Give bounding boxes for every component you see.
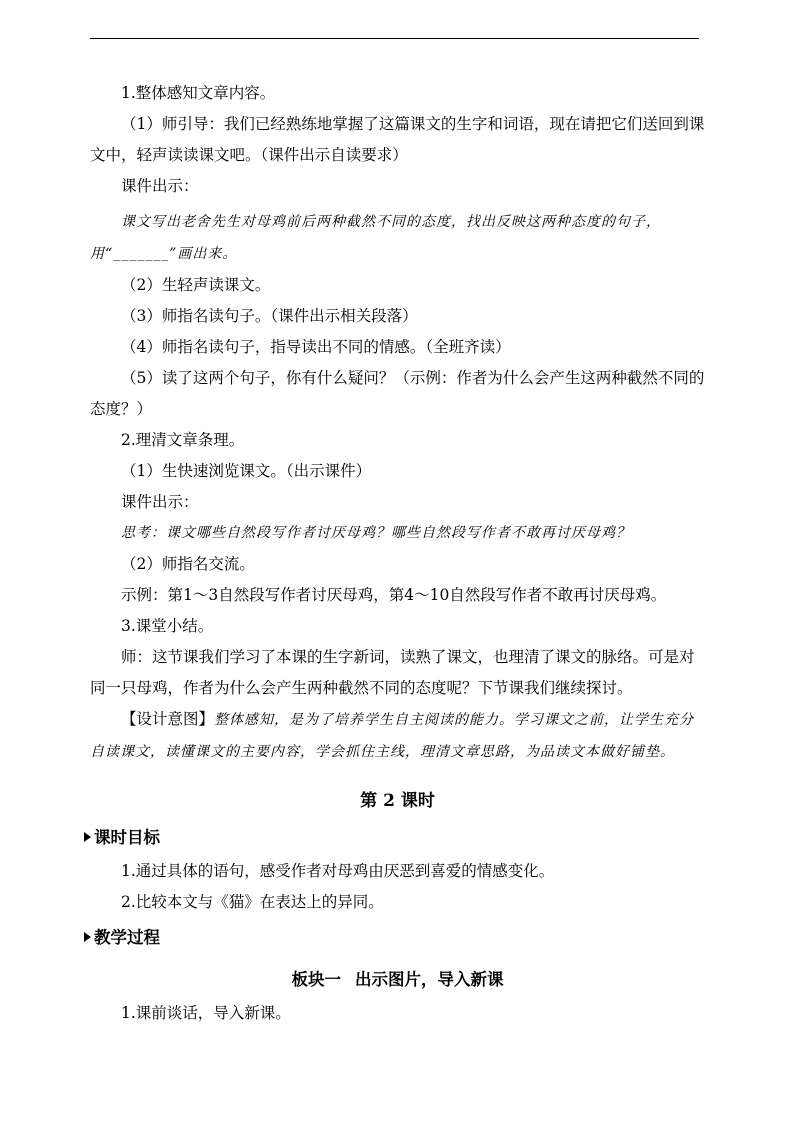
block-title: 板块一 出示图片，导入新课 [291,970,504,989]
goal-item: 2.比较本文与《猫》在表达上的异同。 [121,893,384,911]
lesson-title: 第 2 课时 [360,791,435,811]
courseware-content: 课文写出老舍先生对母鸡前后两种截然不同的态度，找出反映这两种态度的句子，用“_______”画出来。 [90,214,661,262]
step-heading: 1.课前谈话，导入新课。 [121,1004,291,1022]
design-intent-label: 【设计意图】 [121,710,215,728]
document-body [90,78,705,1029]
paragraph: （5）读了这两个句子，你有什么疑问？（示例：作者为什么会产生这两种截然不同的态度？） [90,369,705,418]
triangle-bullet-icon [84,932,91,942]
paragraph: （3）师指名读句子。（课件出示相关段落） [121,307,418,325]
courseware-label: 课件出示： [121,493,199,511]
step-heading: 1.整体感知文章内容。 [121,84,276,102]
design-intent [90,704,705,768]
courseware-label: 课件出示： [121,177,199,195]
step-heading: 2.理清文章条理。 [121,431,245,449]
triangle-bullet-icon [84,832,91,842]
paragraph: 师：这节课我们学习了本课的生字新词，读熟了课文，也理清了课文的脉络。可是对同一只母鸡，作者为什么会产生两种截然不同的态度呢？下节课我们继续探讨。 [90,648,695,697]
process-heading: 教学过程 [84,922,705,954]
paragraph: （1）生快速浏览课文。（出示课件） [121,462,372,480]
goal-item: 1.通过具体的语句，感受作者对母鸡由厌恶到喜爱的情感变化。 [121,862,555,880]
header-rule [90,38,699,39]
courseware-content: 思考：课文哪些自然段写作者讨厌母鸡？哪些自然段写作者不敢再讨厌母鸡？ [121,525,631,541]
design-intent-text: 整体感知，是为了培养学生自主阅读的能力。学习课文之前，让学生充分自读课文，读懂课文的主要内容，学会抓住主线，理清文章思路，为品读文本做好铺垫。 [90,712,695,760]
paragraph: 示例：第1～3自然段写作者讨厌母鸡，第4～10自然段写作者不敢再讨厌母鸡。 [121,586,667,604]
paragraph: （1）师引导：我们已经熟练地掌握了这篇课文的生字和词语，现在请把它们送回到课文中，轻声读读课文吧。（课件出示自读要求） [90,115,705,164]
goals-heading: 课时目标 [84,822,705,854]
step-heading: 3.课堂小结。 [121,617,214,635]
paragraph: （2）师指名交流。 [121,555,255,573]
paragraph: （2）生轻声读课文。 [121,276,271,294]
paragraph: （4）师指名读句子，指导读出不同的情感。（全班齐读） [121,338,511,356]
